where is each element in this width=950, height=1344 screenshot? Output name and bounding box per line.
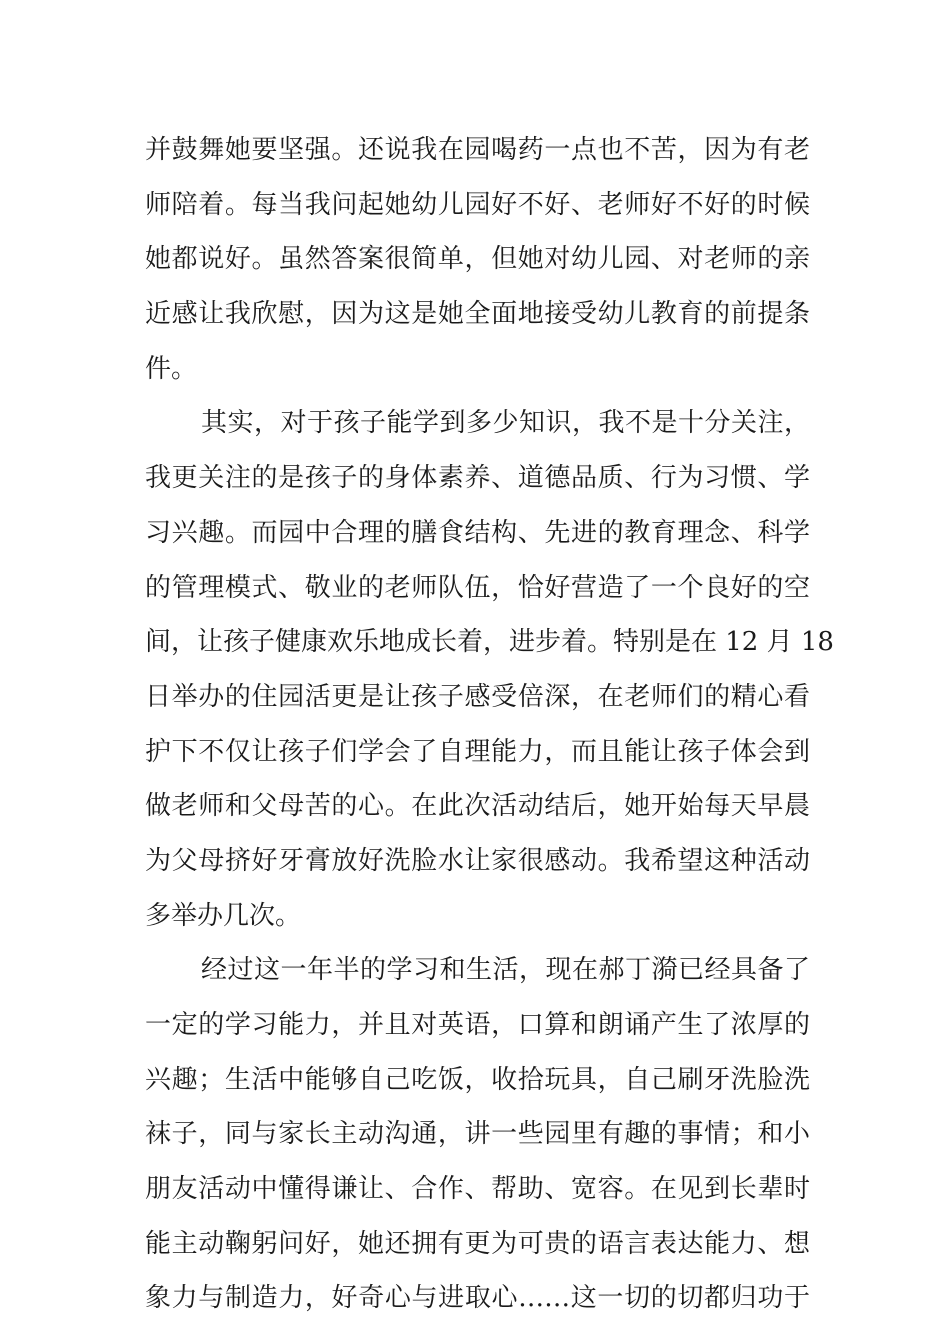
text-line: 近感让我欣慰，因为这是她全面地接受幼儿教育的前提条: [145, 299, 810, 330]
text-line: 件。: [145, 353, 198, 384]
text-line: 的管理模式、敬业的老师队伍，恰好营造了一个良好的空: [145, 572, 810, 603]
text-line: 象力与制造力，好奇心与进取心……这一切的切都归功于: [145, 1283, 810, 1314]
text-line: 间，让孩子健康欢乐地成长着，进步着。特别是在 12 月 18: [145, 627, 834, 658]
text-line: 日举办的住园活更是让孩子感受倍深，在老师们的精心看: [145, 681, 810, 712]
text-line: 其实，对于孩子能学到多少知识，我不是十分关注，: [201, 408, 810, 439]
text-line: 袜子，同与家长主动沟通，讲一些园里有趣的事情；和小: [145, 1119, 810, 1150]
text-line: 兴趣；生活中能够自己吃饭，收拾玩具，自己刷牙洗脸洗: [145, 1064, 810, 1095]
text-line: 做老师和父母苦的心。在此次活动结后，她开始每天早晨: [145, 791, 810, 822]
text-line: 师陪着。每当我问起她幼儿园好不好、老师好不好的时候: [145, 189, 810, 220]
text-line: 朋友活动中懂得谦让、合作、帮助、宽容。在见到长辈时: [145, 1174, 810, 1205]
text-line: 一定的学习能力，并且对英语，口算和朗诵产生了浓厚的: [145, 1010, 810, 1040]
text-line: 能主动鞠躬问好，她还拥有更为可贵的语言表达能力、想: [145, 1228, 810, 1259]
text-line: 我更关注的是孩子的身体素养、道德品质、行为习惯、学: [145, 463, 810, 494]
document-body: [145, 123, 834, 1326]
text-line: 她都说好。虽然答案很简单，但她对幼儿园、对老师的亲: [145, 244, 810, 275]
text-line: 为父母挤好牙膏放好洗脸水让家很感动。我希望这种活动: [145, 845, 810, 876]
text-line: 并鼓舞她要坚强。还说我在园喝药一点也不苦，因为有老: [145, 135, 810, 165]
text-line: 习兴趣。而园中合理的膳食结构、先进的教育理念、科学: [145, 517, 810, 548]
text-line: 多举办几次。: [145, 900, 302, 931]
text-line: 经过这一年半的学习和生活，现在郝丁漪已经具备了: [201, 955, 810, 986]
text-line: 护下不仅让孩子们学会了自理能力，而且能让孩子体会到: [145, 736, 810, 767]
